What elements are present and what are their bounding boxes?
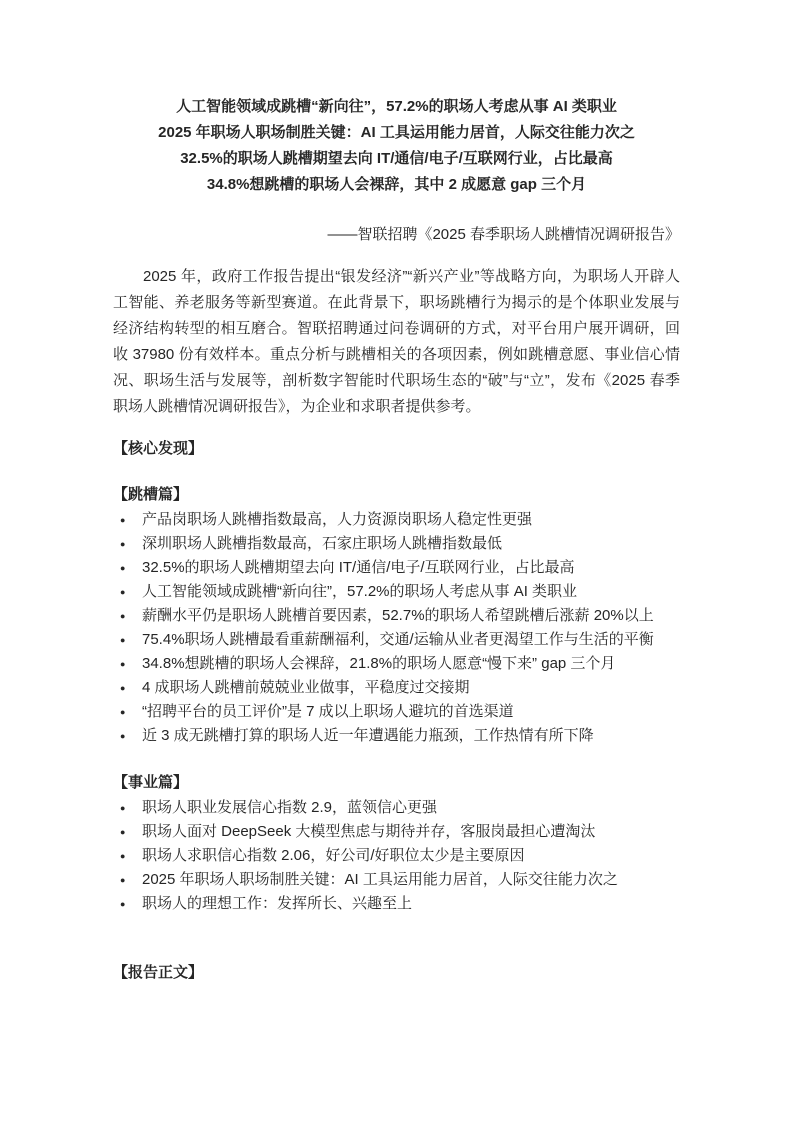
bullet-text: 4 成职场人跳槽前兢兢业业做事，平稳度过交接期 <box>142 679 470 696</box>
title-line-1: 人工智能领域成跳槽“新向往”，57.2%的职场人考虑从事 AI 类职业 <box>176 98 617 115</box>
list-item <box>113 628 680 652</box>
list-item <box>113 700 680 724</box>
list-item <box>113 868 680 892</box>
list-item <box>113 580 680 604</box>
list-item <box>113 652 680 676</box>
list-item <box>113 532 680 556</box>
bullet-text: 2025 年职场人职场制胜关键：AI 工具运用能力居首，人际交往能力次之 <box>142 871 618 888</box>
job-hopping-bullet-list <box>113 508 680 748</box>
page-content <box>113 94 680 986</box>
bullet-icon: ● <box>120 587 126 597</box>
bullet-text: 近 3 成无跳槽打算的职场人近一年遭遇能力瓶颈，工作热情有所下降 <box>142 727 594 744</box>
bullet-icon: ● <box>120 611 126 621</box>
bullet-icon: ● <box>120 635 126 645</box>
bullet-text: 职场人的理想工作：发挥所长、兴趣至上 <box>142 895 413 912</box>
bullet-text: 职场人求职信心指数 2.06，好公司/好职位太少是主要原因 <box>142 847 525 864</box>
list-item <box>113 844 680 868</box>
bullet-icon: ● <box>120 875 126 885</box>
bullet-icon: ● <box>120 707 126 717</box>
list-item <box>113 508 680 532</box>
bullet-text: 职场人面对 DeepSeek 大模型焦虑与期待并存，客服岗最担心遭淘汰 <box>142 823 596 840</box>
title-line-4: 34.8%想跳槽的职场人会裸辞，其中 2 成愿意 gap 三个月 <box>206 176 587 193</box>
list-item <box>113 796 680 820</box>
bullet-text: 75.4%职场人跳槽最看重薪酬福利，交通/运输从业者更渴望工作与生活的平衡 <box>142 631 654 648</box>
list-item <box>113 724 680 748</box>
bullet-text: 34.8%想跳槽的职场人会裸辞，21.8%的职场人愿意“慢下来” gap 三个月 <box>142 655 616 672</box>
document-title <box>113 94 680 198</box>
bullet-text: 深圳职场人跳槽指数最高，石家庄职场人跳槽指数最低 <box>142 535 503 552</box>
list-item <box>113 676 680 700</box>
bullet-icon: ● <box>120 851 126 861</box>
bullet-icon: ● <box>120 539 126 549</box>
section-header-report-body: 【报告正文】 <box>113 964 204 981</box>
bullet-text: 职场人职业发展信心指数 2.9，蓝领信心更强 <box>142 799 438 816</box>
bullet-icon: ● <box>120 515 126 525</box>
bullet-icon: ● <box>120 563 126 573</box>
list-item <box>113 556 680 580</box>
section-header-core-findings: 【核心发现】 <box>113 440 204 457</box>
intro-paragraph: 2025 年，政府工作报告提出“银发经济”“新兴产业”等战略方向，为职场人开辟人工智能、养老服务等新型赛道。在此背景下，职场跳槽行为揭示的是个体职业发展与经济结构转型的相互磨合。智联招聘通过问卷调研的方式，对平台用户展开调研，回收 37980 份有效样本。重点分析与跳槽相关的各项因素，例如跳槽意愿、事业信心情况、职场生活与发展等，剖析数字智能时代职场生态的“破”与“立”，发布《2025 春季职场人跳槽情况调研报告》，为企业和求职者提供参考。 <box>113 268 680 415</box>
bullet-icon: ● <box>120 659 126 669</box>
bullet-text: “招聘平台的员工评价”是 7 成以上职场人避坑的首选渠道 <box>142 703 514 720</box>
bullet-text: 产品岗职场人跳槽指数最高，人力资源岗职场人稳定性更强 <box>142 511 533 528</box>
title-line-3: 32.5%的职场人跳槽期望去向 IT/通信/电子/互联网行业，占比最高 <box>180 150 613 167</box>
section-header-job-hopping: 【跳槽篇】 <box>113 486 189 503</box>
list-item <box>113 892 680 916</box>
bullet-text: 32.5%的职场人跳槽期望去向 IT/通信/电子/互联网行业，占比最高 <box>142 559 575 576</box>
bullet-icon: ● <box>120 899 126 909</box>
bullet-text: 人工智能领域成跳槽“新向往”，57.2%的职场人考虑从事 AI 类职业 <box>142 583 578 600</box>
section-header-career: 【事业篇】 <box>113 774 189 791</box>
bullet-icon: ● <box>120 827 126 837</box>
list-item <box>113 820 680 844</box>
bullet-text: 薪酬水平仍是职场人跳槽首要因素，52.7%的职场人希望跳槽后涨薪 20%以上 <box>142 607 654 624</box>
career-bullet-list <box>113 796 680 916</box>
bullet-icon: ● <box>120 803 126 813</box>
title-line-2: 2025 年职场人职场制胜关键：AI 工具运用能力居首，人际交往能力次之 <box>158 124 635 141</box>
report-byline: ——智联招聘《2025 春季职场人跳槽情况调研报告》 <box>327 226 680 243</box>
bullet-icon: ● <box>120 731 126 741</box>
list-item <box>113 604 680 628</box>
bullet-icon: ● <box>120 683 126 693</box>
